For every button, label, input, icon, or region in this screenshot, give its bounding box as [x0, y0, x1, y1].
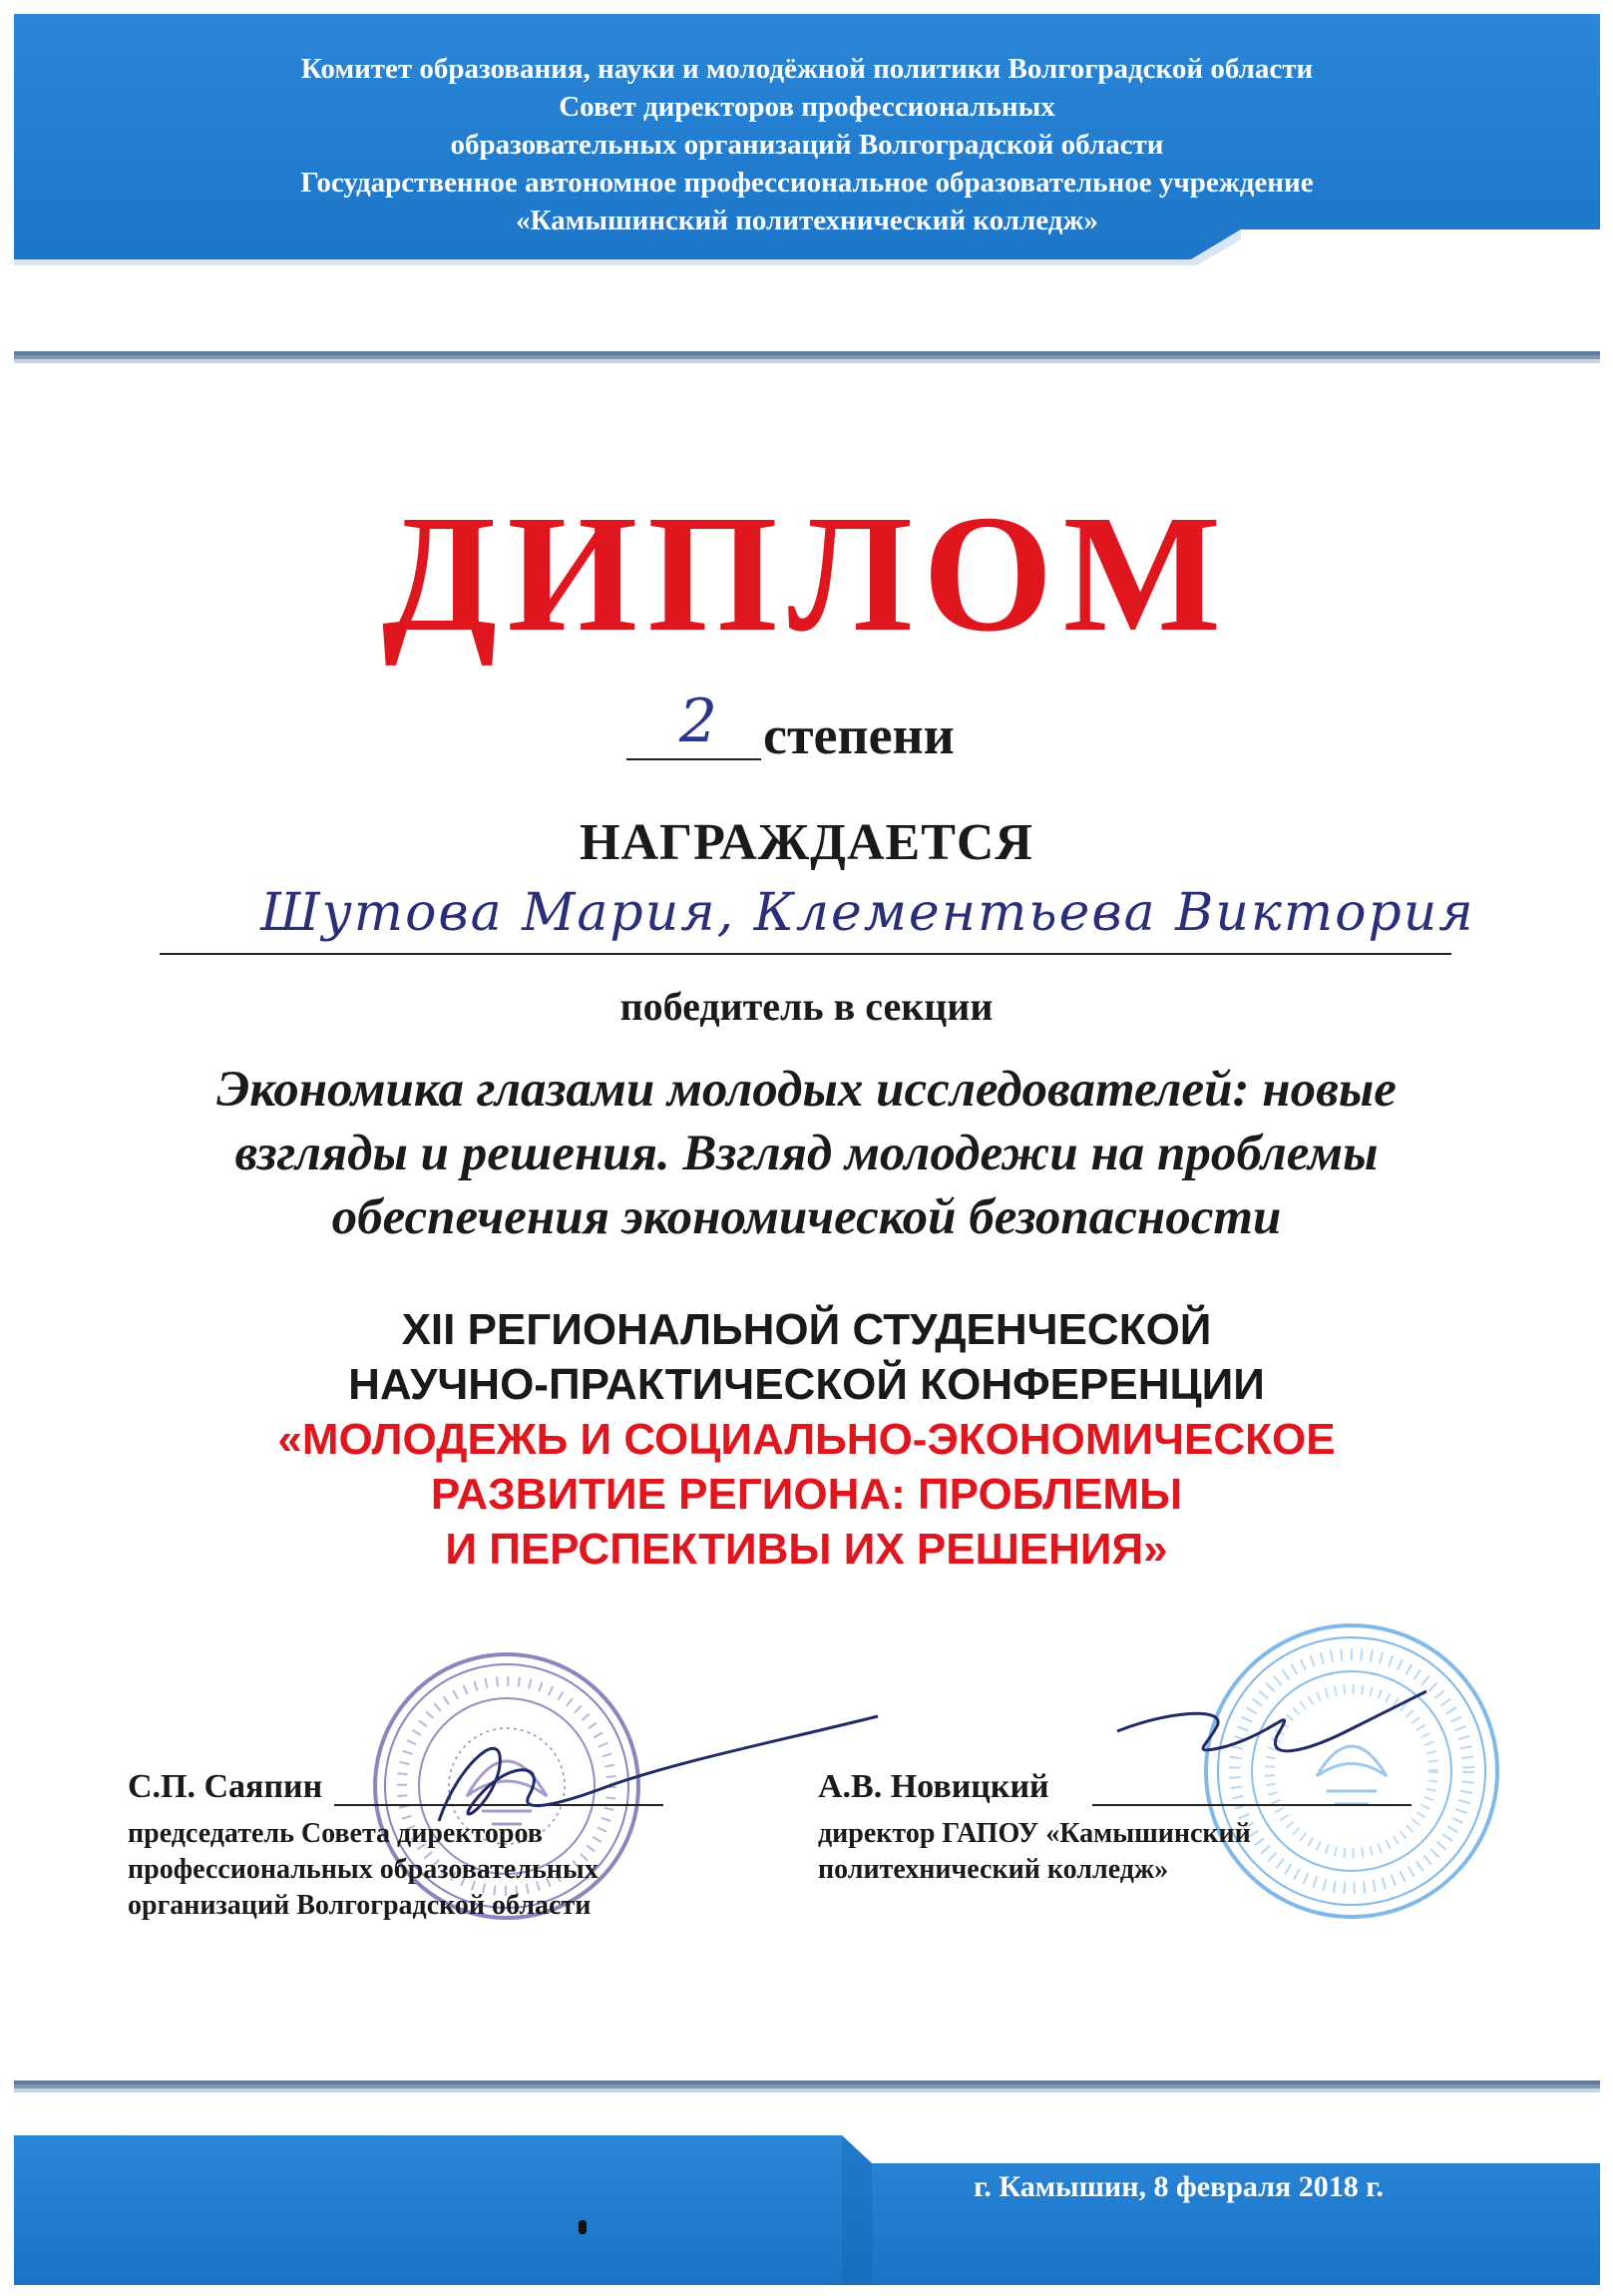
conference-title-line: И ПЕРСПЕКТИВЫ ИХ РЕШЕНИЯ»	[445, 1525, 1168, 1574]
degree-blank-line	[626, 758, 761, 760]
header-line: Совет директоров профессиональных	[559, 91, 1055, 123]
right-title-line: политехнический колледж»	[818, 1854, 1169, 1885]
header-line: Комитет образования, науки и молодёжной политики Волгоградской области	[300, 53, 1314, 85]
header-band-fold	[14, 230, 1600, 299]
issuing-organizations	[14, 50, 1600, 239]
left-title-line: организаций Волгоградской области	[128, 1890, 592, 1921]
top-divider	[14, 351, 1600, 363]
recipient-blank-line	[160, 953, 1451, 955]
degree-value-handwritten: 2	[678, 687, 718, 756]
right-title-line: директор ГАПОУ «Камышинский	[818, 1818, 1251, 1849]
left-title-line: председатель Совета директоров	[128, 1818, 543, 1849]
place-and-date: г. Камышин, 8 февраля 2018 г.	[974, 2170, 1384, 2203]
page-mark	[579, 2220, 587, 2234]
right-signature-scribble	[1107, 1676, 1436, 1816]
conference-line: XII РЕГИОНАЛЬНОЙ СТУДЕНЧЕСКОЙ	[401, 1305, 1212, 1354]
right-signatory-title	[818, 1816, 1251, 1888]
conference-title-line: «МОЛОДЕЖЬ И СОЦИАЛЬНО-ЭКОНОМИЧЕСКОЕ	[277, 1415, 1336, 1464]
section-name-line: взгляды и решения. Взгляд молодежи на проблемы	[234, 1126, 1379, 1181]
footer-band-fold	[14, 2135, 1600, 2285]
conference-line: НАУЧНО-ПРАКТИЧЕСКОЙ КОНФЕРЕНЦИИ	[348, 1360, 1265, 1409]
conference-title-line: РАЗВИТИЕ РЕГИОНА: ПРОБЛЕМЫ	[430, 1470, 1183, 1519]
section-name-line: Экономика глазами молодых исследователей: новые	[216, 1062, 1397, 1118]
left-title-line: профессиональных образовательных	[128, 1854, 599, 1885]
section-name-line: обеспечения экономической безопасности	[331, 1189, 1282, 1245]
left-signatory-name: С.П. Саяпин	[128, 1768, 323, 1805]
header-line: «Камышинский политехнический колледж»	[516, 205, 1098, 236]
header-line: Государственное автономное профессиональное образовательное учреждение	[300, 167, 1314, 199]
header-line: образовательных организаций Волгоградской области	[450, 129, 1164, 161]
awarded-label: НАГРАЖДАЕТСЯ	[580, 814, 1033, 871]
bottom-divider	[14, 2080, 1600, 2092]
section-name	[100, 1058, 1513, 1249]
degree-row	[618, 687, 1117, 768]
right-signatory-name: А.В. Новицкий	[818, 1768, 1049, 1805]
diploma-title: ДИПЛОМ	[381, 481, 1232, 667]
section-label: победитель в секции	[619, 984, 994, 1029]
conference-block	[0, 1302, 1613, 1577]
degree-label: степени	[763, 705, 955, 765]
recipient-names-handwritten: Шутова Мария, Клементьева Виктория	[260, 883, 1475, 943]
